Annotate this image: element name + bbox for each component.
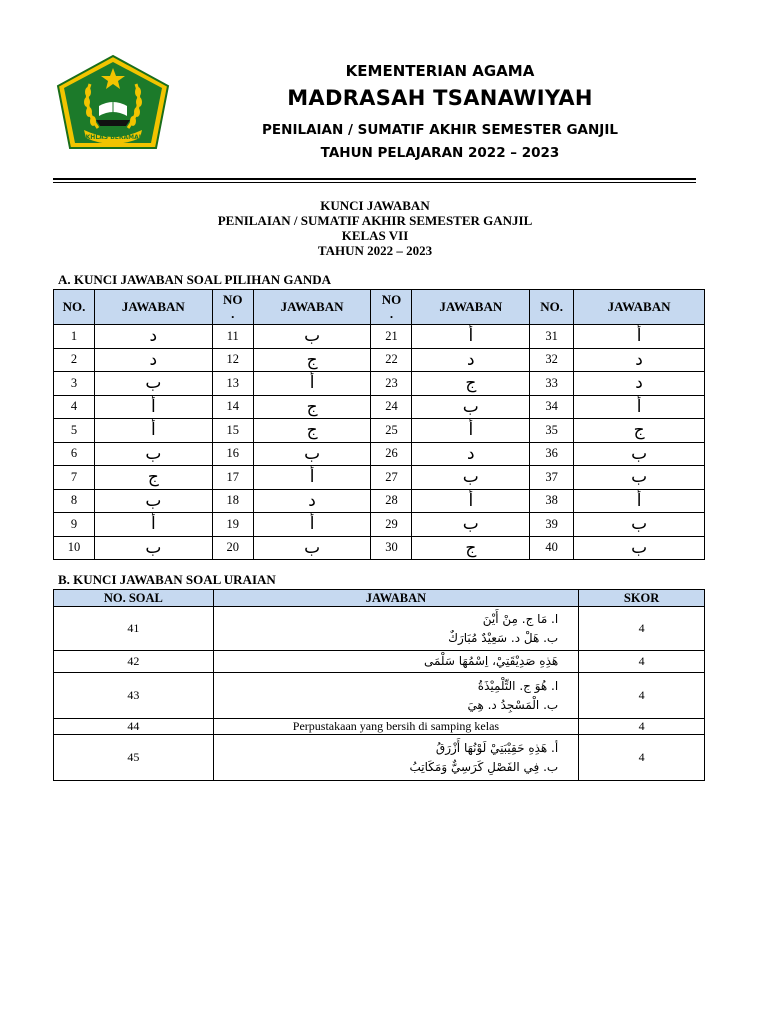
essay-table xyxy=(53,589,705,781)
question-number: 44 xyxy=(54,719,214,735)
table-row xyxy=(54,325,705,349)
answer-cell: ب xyxy=(94,442,212,466)
question-number: 9 xyxy=(54,513,95,537)
question-number: 37 xyxy=(530,466,574,490)
answer-cell: ب xyxy=(253,442,371,466)
answer-cell: ب xyxy=(253,536,371,560)
answer-cell: ج xyxy=(574,419,705,443)
answer-cell: ب xyxy=(574,442,705,466)
exam-name: PENILAIAN / SUMATIF AKHIR SEMESTER GANJIL xyxy=(262,122,618,138)
header-cell: NO. xyxy=(530,290,574,325)
col-jawaban: JAWABAN xyxy=(213,590,579,607)
answer-cell: أ xyxy=(574,489,705,513)
question-number: 8 xyxy=(54,489,95,513)
question-number: 29 xyxy=(371,513,412,537)
question-number: 22 xyxy=(371,348,412,372)
score-cell: 4 xyxy=(579,719,705,735)
answer-cell: أ xyxy=(253,513,371,537)
answer-cell: د xyxy=(253,489,371,513)
answer-cell: ب xyxy=(94,372,212,396)
question-number: 21 xyxy=(371,325,412,349)
answer-line: ب. هَلْ د. سَعِيْدٌ مُبَارَكٌ xyxy=(448,630,559,645)
answer-cell: د xyxy=(574,372,705,396)
section-b-heading: B. KUNCI JAWABAN SOAL URAIAN xyxy=(58,572,276,587)
answer-cell: ج xyxy=(253,419,371,443)
answer-cell: د xyxy=(574,348,705,372)
answer-cell: ب xyxy=(574,536,705,560)
doc-title: KUNCI JAWABAN xyxy=(320,198,430,213)
question-number: 28 xyxy=(371,489,412,513)
question-number: 39 xyxy=(530,513,574,537)
table-row xyxy=(54,513,705,537)
table-row xyxy=(54,719,705,735)
question-number: 42 xyxy=(54,651,214,673)
question-number: 38 xyxy=(530,489,574,513)
question-number: 24 xyxy=(371,395,412,419)
question-number: 3 xyxy=(54,372,95,396)
question-number: 13 xyxy=(212,372,253,396)
answer-line: هَذِهِ صَدِيْقَتِيْ، اِسْمُهَا سَلْمَى xyxy=(423,654,559,668)
ministry-logo xyxy=(54,54,172,152)
question-number: 27 xyxy=(371,466,412,490)
question-number: 16 xyxy=(212,442,253,466)
header-cell: JAWABAN xyxy=(94,290,212,325)
table-row xyxy=(54,419,705,443)
doc-year: TAHUN 2022 – 2023 xyxy=(317,243,433,258)
answer-cell: أ xyxy=(412,489,530,513)
answer-cell: ج xyxy=(412,536,530,560)
col-skor: SKOR xyxy=(579,590,705,607)
question-number: 32 xyxy=(530,348,574,372)
answer-cell: د xyxy=(412,442,530,466)
answer-cell: د xyxy=(412,348,530,372)
question-number: 40 xyxy=(530,536,574,560)
answer-cell: ب xyxy=(574,513,705,537)
question-number: 45 xyxy=(54,735,214,781)
question-number: 31 xyxy=(530,325,574,349)
question-number: 35 xyxy=(530,419,574,443)
question-number: 18 xyxy=(212,489,253,513)
question-number: 43 xyxy=(54,673,214,719)
table-row xyxy=(54,395,705,419)
question-number: 10 xyxy=(54,536,95,560)
header-divider xyxy=(53,178,696,180)
question-number: 2 xyxy=(54,348,95,372)
question-number: 20 xyxy=(212,536,253,560)
header-cell: JAWABAN xyxy=(574,290,705,325)
header-cell: JAWABAN xyxy=(412,290,530,325)
table-row xyxy=(54,348,705,372)
answer-cell: ج xyxy=(253,348,371,372)
doc-subtitle: PENILAIAN / SUMATIF AKHIR SEMESTER GANJIL xyxy=(217,213,533,228)
question-number: 26 xyxy=(371,442,412,466)
answer-cell: ب xyxy=(574,466,705,490)
question-number: 7 xyxy=(54,466,95,490)
header-cell: NO. xyxy=(54,290,95,325)
answer-cell: أ xyxy=(412,419,530,443)
table-row xyxy=(54,536,705,560)
table-row xyxy=(54,735,705,781)
answer-cell xyxy=(213,673,579,719)
question-number: 12 xyxy=(212,348,253,372)
answer-cell: ب xyxy=(94,489,212,513)
answer-cell: ب xyxy=(412,513,530,537)
table-row xyxy=(54,673,705,719)
answer-cell: أ xyxy=(574,325,705,349)
answer-cell: ب xyxy=(94,536,212,560)
score-cell: 4 xyxy=(579,651,705,673)
answer-line: أ. هَذِهِ حَقِيْبَتِيْ لَوْنُهَا أَزْرَقُ xyxy=(435,740,559,755)
answer-cell: أ xyxy=(94,513,212,537)
question-number: 30 xyxy=(371,536,412,560)
answer-cell: ب xyxy=(412,466,530,490)
header-cell: NO . xyxy=(371,290,412,325)
answer-cell xyxy=(213,607,579,651)
question-number: 34 xyxy=(530,395,574,419)
table-row xyxy=(54,466,705,490)
question-number: 11 xyxy=(212,325,253,349)
table-row xyxy=(54,489,705,513)
question-number: 33 xyxy=(530,372,574,396)
answer-cell xyxy=(213,651,579,673)
question-number: 25 xyxy=(371,419,412,443)
answer-cell: أ xyxy=(94,419,212,443)
answer-cell: أ xyxy=(574,395,705,419)
question-number: 14 xyxy=(212,395,253,419)
score-cell: 4 xyxy=(579,673,705,719)
answer-line: ا. هُوَ ج. التِّلْمِيْذَةُ xyxy=(477,678,559,693)
answer-cell: أ xyxy=(412,325,530,349)
answer-cell: Perpustakaan yang bersih di samping kelas xyxy=(213,719,579,735)
header-divider-thin xyxy=(53,182,696,183)
answer-line: ب. الْمَسْجِدُ د. هِيَ xyxy=(467,697,559,712)
col-no-soal: NO. SOAL xyxy=(54,590,214,607)
question-number: 41 xyxy=(54,607,214,651)
answer-cell xyxy=(213,735,579,781)
header-cell: NO . xyxy=(212,290,253,325)
table-row xyxy=(54,651,705,673)
score-cell: 4 xyxy=(579,735,705,781)
academic-year: TAHUN PELAJARAN 2022 – 2023 xyxy=(320,145,560,161)
question-number: 15 xyxy=(212,419,253,443)
answer-line: ب. فِي الفَصْلِ كَرَسِيٌّ وَمَكَاتِبُ xyxy=(409,759,559,774)
logo-motto: IKHLAS BERAMAL xyxy=(83,134,143,141)
answer-cell: ج xyxy=(253,395,371,419)
answer-cell: أ xyxy=(253,466,371,490)
answer-cell: ب xyxy=(412,395,530,419)
school-name: MADRASAH TSANAWIYAH xyxy=(287,86,593,110)
answer-cell: ج xyxy=(412,372,530,396)
answer-cell: د xyxy=(94,348,212,372)
answer-cell: أ xyxy=(94,395,212,419)
section-a-heading: A. KUNCI JAWABAN SOAL PILIHAN GANDA xyxy=(58,272,332,287)
question-number: 4 xyxy=(54,395,95,419)
header-cell: JAWABAN xyxy=(253,290,371,325)
question-number: 36 xyxy=(530,442,574,466)
multiple-choice-table xyxy=(53,289,705,560)
ministry-name: KEMENTERIAN AGAMA xyxy=(345,62,535,80)
answer-line: ا. مَا ج. مِنْ أَيْنَ xyxy=(482,611,559,626)
answer-cell: ج xyxy=(94,466,212,490)
table-row xyxy=(54,372,705,396)
question-number: 17 xyxy=(212,466,253,490)
question-number: 1 xyxy=(54,325,95,349)
question-number: 23 xyxy=(371,372,412,396)
doc-class: KELAS VII xyxy=(341,228,409,243)
answer-cell: ب xyxy=(253,325,371,349)
table-row xyxy=(54,442,705,466)
answer-cell: د xyxy=(94,325,212,349)
question-number: 19 xyxy=(212,513,253,537)
answer-cell: أ xyxy=(253,372,371,396)
question-number: 6 xyxy=(54,442,95,466)
table-row xyxy=(54,607,705,651)
question-number: 5 xyxy=(54,419,95,443)
score-cell: 4 xyxy=(579,607,705,651)
